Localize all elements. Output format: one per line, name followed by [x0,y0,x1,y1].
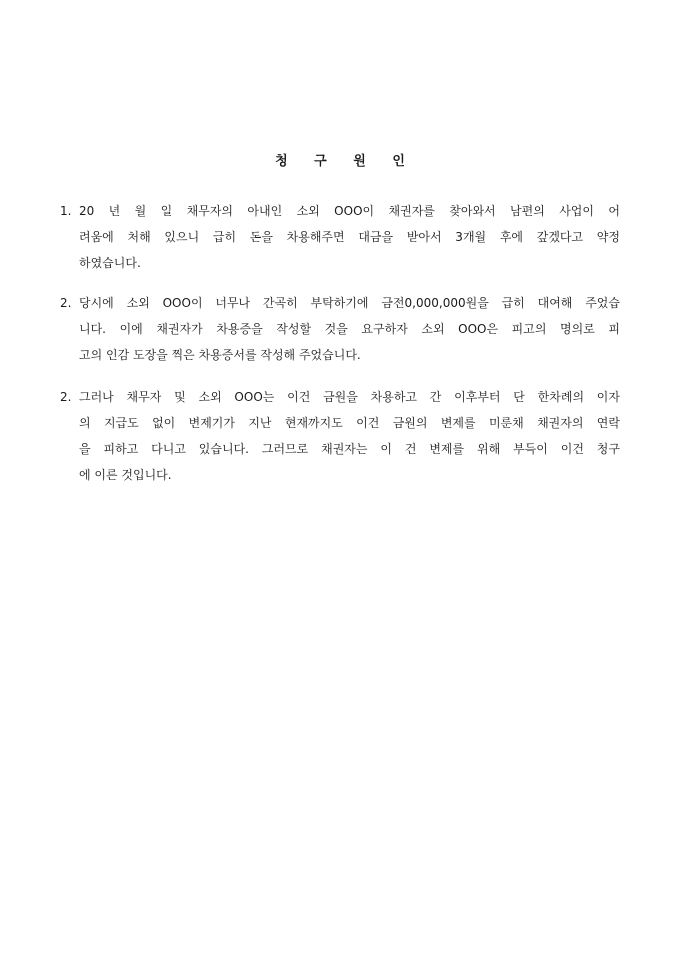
paragraph-line: 을 피하고 다니고 있습니다. 그러므로 채권자는 이 건 변제를 위해 부득이 이건 청구 [79,442,620,456]
paragraph-line: 니다. 이에 채권자가 차용증을 작성할 것을 요구하자 소외 OOO은 피고의 명의로 피 [79,322,620,336]
document-title: 청 구 원 인 [275,154,405,169]
paragraph-line: 려움에 처해 있으니 급히 돈을 차용해주면 대금을 받아서 3개월 후에 갚겠다고 약정 [79,230,620,244]
paragraph-2 [60,290,620,368]
paragraph-line: 에 이른 것입니다. [79,468,172,482]
paragraph-number: 2. [60,296,72,310]
paragraph-number: 2. [60,390,72,404]
paragraph-line: 고의 인감 도장을 찍은 차용증서를 작성해 주었습니다. [79,348,361,362]
paragraph-line: 하였습니다. [79,256,141,270]
paragraph-line: 20 년 월 일 채무자의 아내인 소외 OOO이 채권자를 찾아와서 남편의 사업이 어 [79,204,620,218]
paragraph-line: 의 지급도 없이 변제기가 지난 현재까지도 이건 금원의 변제를 미룬채 채권자의 연락 [79,416,620,430]
paragraph-line: 그러나 채무자 및 소외 OOO는 이건 금원을 차용하고 간 이후부터 단 한차례의 이자 [79,390,620,404]
paragraph-3 [60,384,620,488]
paragraph-line: 당시에 소외 OOO이 너무나 간곡히 부탁하기에 금전0,000,000원을 급히 대여해 주었습 [79,296,620,310]
paragraph-1 [60,198,620,276]
paragraph-number: 1. [60,204,72,218]
